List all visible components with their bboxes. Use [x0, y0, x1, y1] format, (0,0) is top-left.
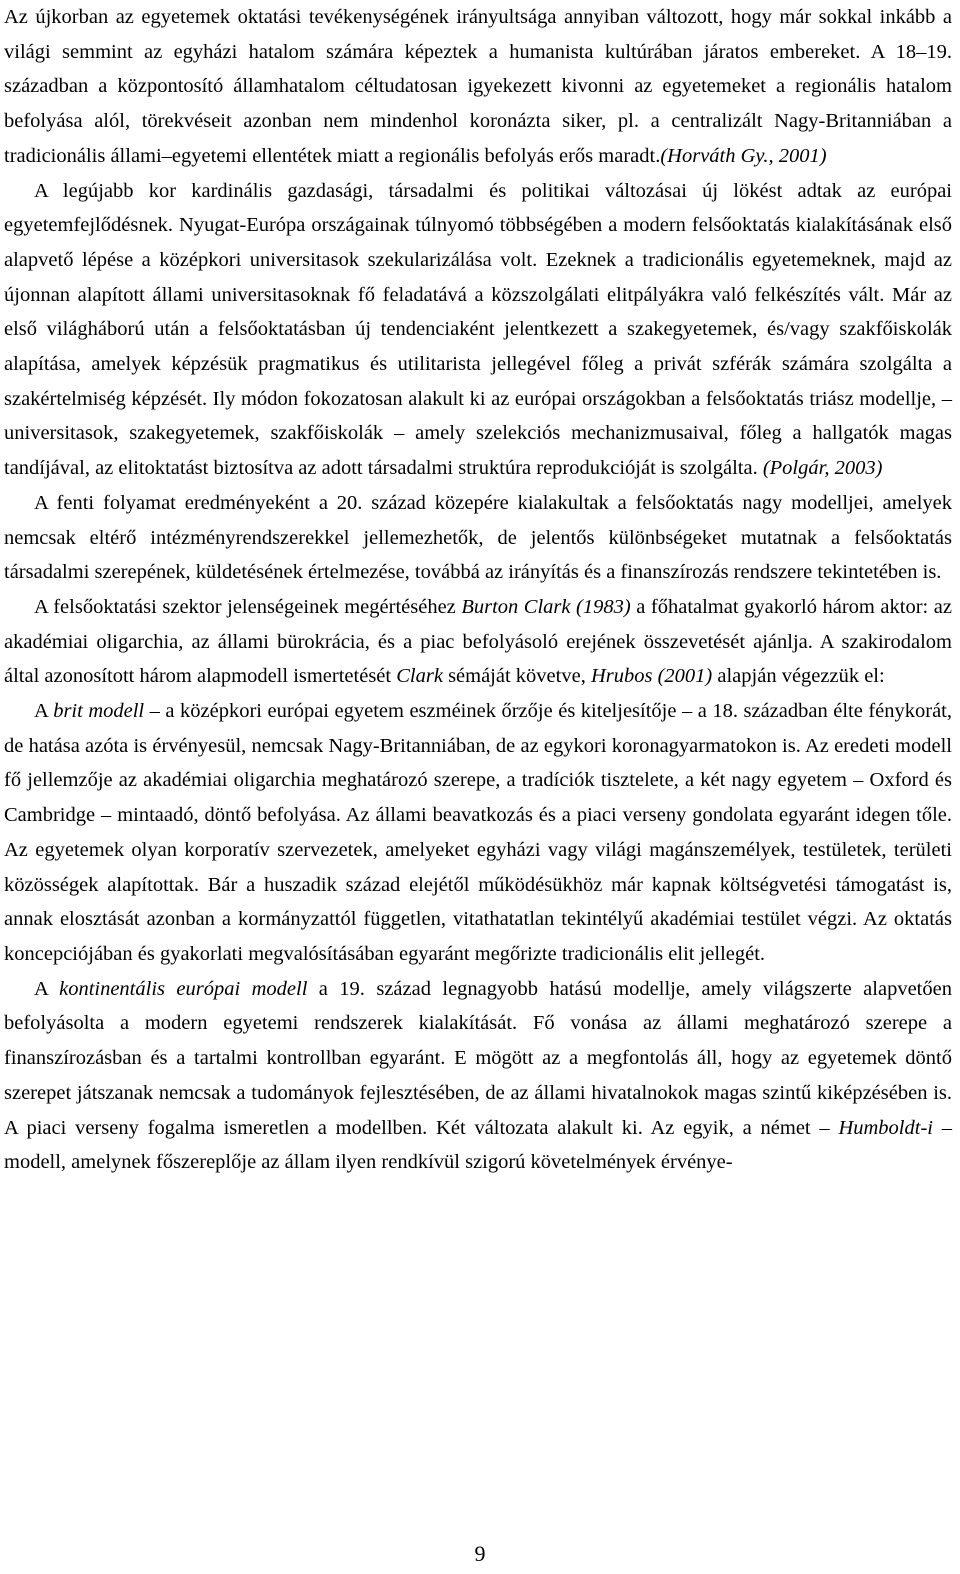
text-segment: brit modell: [53, 700, 145, 723]
text-segment: kontinentális európai modell: [59, 977, 308, 1000]
text-segment: – modell, amelynek főszereplője az állam ilyen rendkívül szigorú követelmények érvénye-: [4, 1116, 953, 1174]
text-segment: a 19. század legnagyobb hatású modellje, amely világszerte alapvetően befolyásolta a modern egyetemi rendszerek kialakítását. Fő vonása az állami meghatározó szerepe a finanszírozásban és a tartalmi kontrollban egyaránt. E mögött az a megfontolás áll, hogy az egyetemek döntő szerepet játszanak nemcsak a tudományok fejlesztésében, de az állami hivatalnokok magas szintű kiképzésében is. A piaci verseny fogalma ismeretlen a modellben. Két változata alakult ki. Az egyik, a német –: [4, 977, 952, 1139]
paragraph-2: [4, 174, 952, 486]
text-segment: Clark: [396, 665, 443, 688]
text-segment: A fenti folyamat eredményeként a 20. század közepére kialakultak a felsőoktatás nagy modelljei, amelyek nemcsak eltérő intézményrendszerekkel jellemezhetők, de jelentős különbségeket mutatnak a felsőoktatás társadalmi szerepének, küldetésének értelmezése, továbbá az irányítás és a finanszírozás rendszere tekintetében is.: [4, 491, 952, 584]
document-page: [4, 0, 952, 1180]
text-segment: a főhatalmat gyakorló három aktor: az akadémiai oligarchia, az állami bürokrácia, és a piac befolyásoló erejének összevetését ajánlja. A szakirodalom által azonosított három alapmodell ismertetését: [4, 595, 952, 688]
text-segment: (Polgár, 2003): [762, 457, 883, 480]
text-segment: Burton Clark (1983): [461, 595, 631, 618]
text-segment: A legújabb kor kardinális gazdasági, társadalmi és politikai változásai új lökést adtak az európai egyetemfejlődésnek. Nyugat-Európa országainak túlnyomó többségében a modern felsőoktatás kialakításának első alapvető lépése a középkori universitasok szekularizálása volt. Ezeknek a tradicionális egyetemeknek, majd az újonnan alapított állami universitasoknak fő feladatává a közszolgálati elitpályákra való felkészítés vált. Már az első világháború után a felsőoktatásban új tendenciaként jelentkezett a szakegyetemek, és/vagy szakfőiskolák alapítása, amelyek képzésük pragmatikus és utilitarista jellegével főleg a privát szférák számára szolgálta a szakértelmiség képzését. Ily módon fokozatosan alakult ki az európai országokban a felsőoktatás triász modellje, – universitasok, szakegyetemek, szakfőiskolák – amely szelekciós mechanizmusaival, főleg a hallgatók magas tandíjával, az elitoktatást biztosítva az adott társadalmi struktúra reprodukcióját is szolgálta.: [4, 179, 952, 480]
paragraph-3: [4, 486, 952, 590]
text-segment: Hrubos (2001): [590, 665, 713, 688]
paragraph-5: [4, 694, 952, 972]
paragraph-6: [4, 972, 952, 1180]
text-segment: Humboldt-i: [838, 1116, 933, 1139]
page-number: 9: [474, 1541, 486, 1566]
text-segment: alapján végezzük el:: [712, 665, 885, 688]
text-segment: Az újkorban az egyetemek oktatási tevékenységének irányultsága annyiban változott, hogy már sokkal inkább a világi semmint az egyházi hatalom számára képeztek a humanista kultúrában járatos embereket. A 18–19. században a központosító államhatalom céltudatosan igyekezett kivonni az egyetemeket a regionális hatalom befolyása alól, törekvéseit azonban nem mindenhol koronázta siker, pl. a centralizált Nagy-Britanniában a tradicionális állami–egyetemi ellentétek miatt a regionális befolyás erős maradt.: [4, 6, 952, 167]
text-segment: (Horváth Gy., 2001): [660, 144, 827, 167]
paragraph-1: [4, 0, 952, 174]
text-segment: sémáját követve,: [442, 665, 591, 688]
paragraph-4: [4, 590, 952, 694]
text-segment: A: [34, 700, 54, 723]
text-segment: – a középkori európai egyetem eszméinek őrzője és kiteljesítője – a 18. században élte fénykorát, de hatása azóta is érvényesül, nemcsak Nagy-Britanniában, de az egykori koronagyarmatokon is. Az eredeti modell fő jellemzője az akadémiai oligarchia meghatározó szerepe, a tradíciók tisztelete, a két nagy egyetem – Oxford és Cambridge – mintaadó, döntő befolyása. Az állami beavatkozás és a piaci verseny gondolata egyaránt idegen tőle. Az egyetemek olyan korporatív szervezetek, amelyeket egyházi vagy világi magánszemélyek, testületek, területi közösségek alapítottak. Bár a huszadik század elejétől működésükhöz már kapnak költségvetési támogatást is, annak elosztását azonban a kormányzattól független, vitathatatlan tekintélyű akadémiai testület végzi. Az oktatás koncepciójában és gyakorlati megvalósításában egyaránt megőrizte tradicionális elit jellegét.: [4, 700, 952, 965]
text-segment: A felsőoktatási szektor jelenségeinek megértéséhez: [34, 595, 462, 618]
text-segment: A: [34, 977, 60, 1000]
